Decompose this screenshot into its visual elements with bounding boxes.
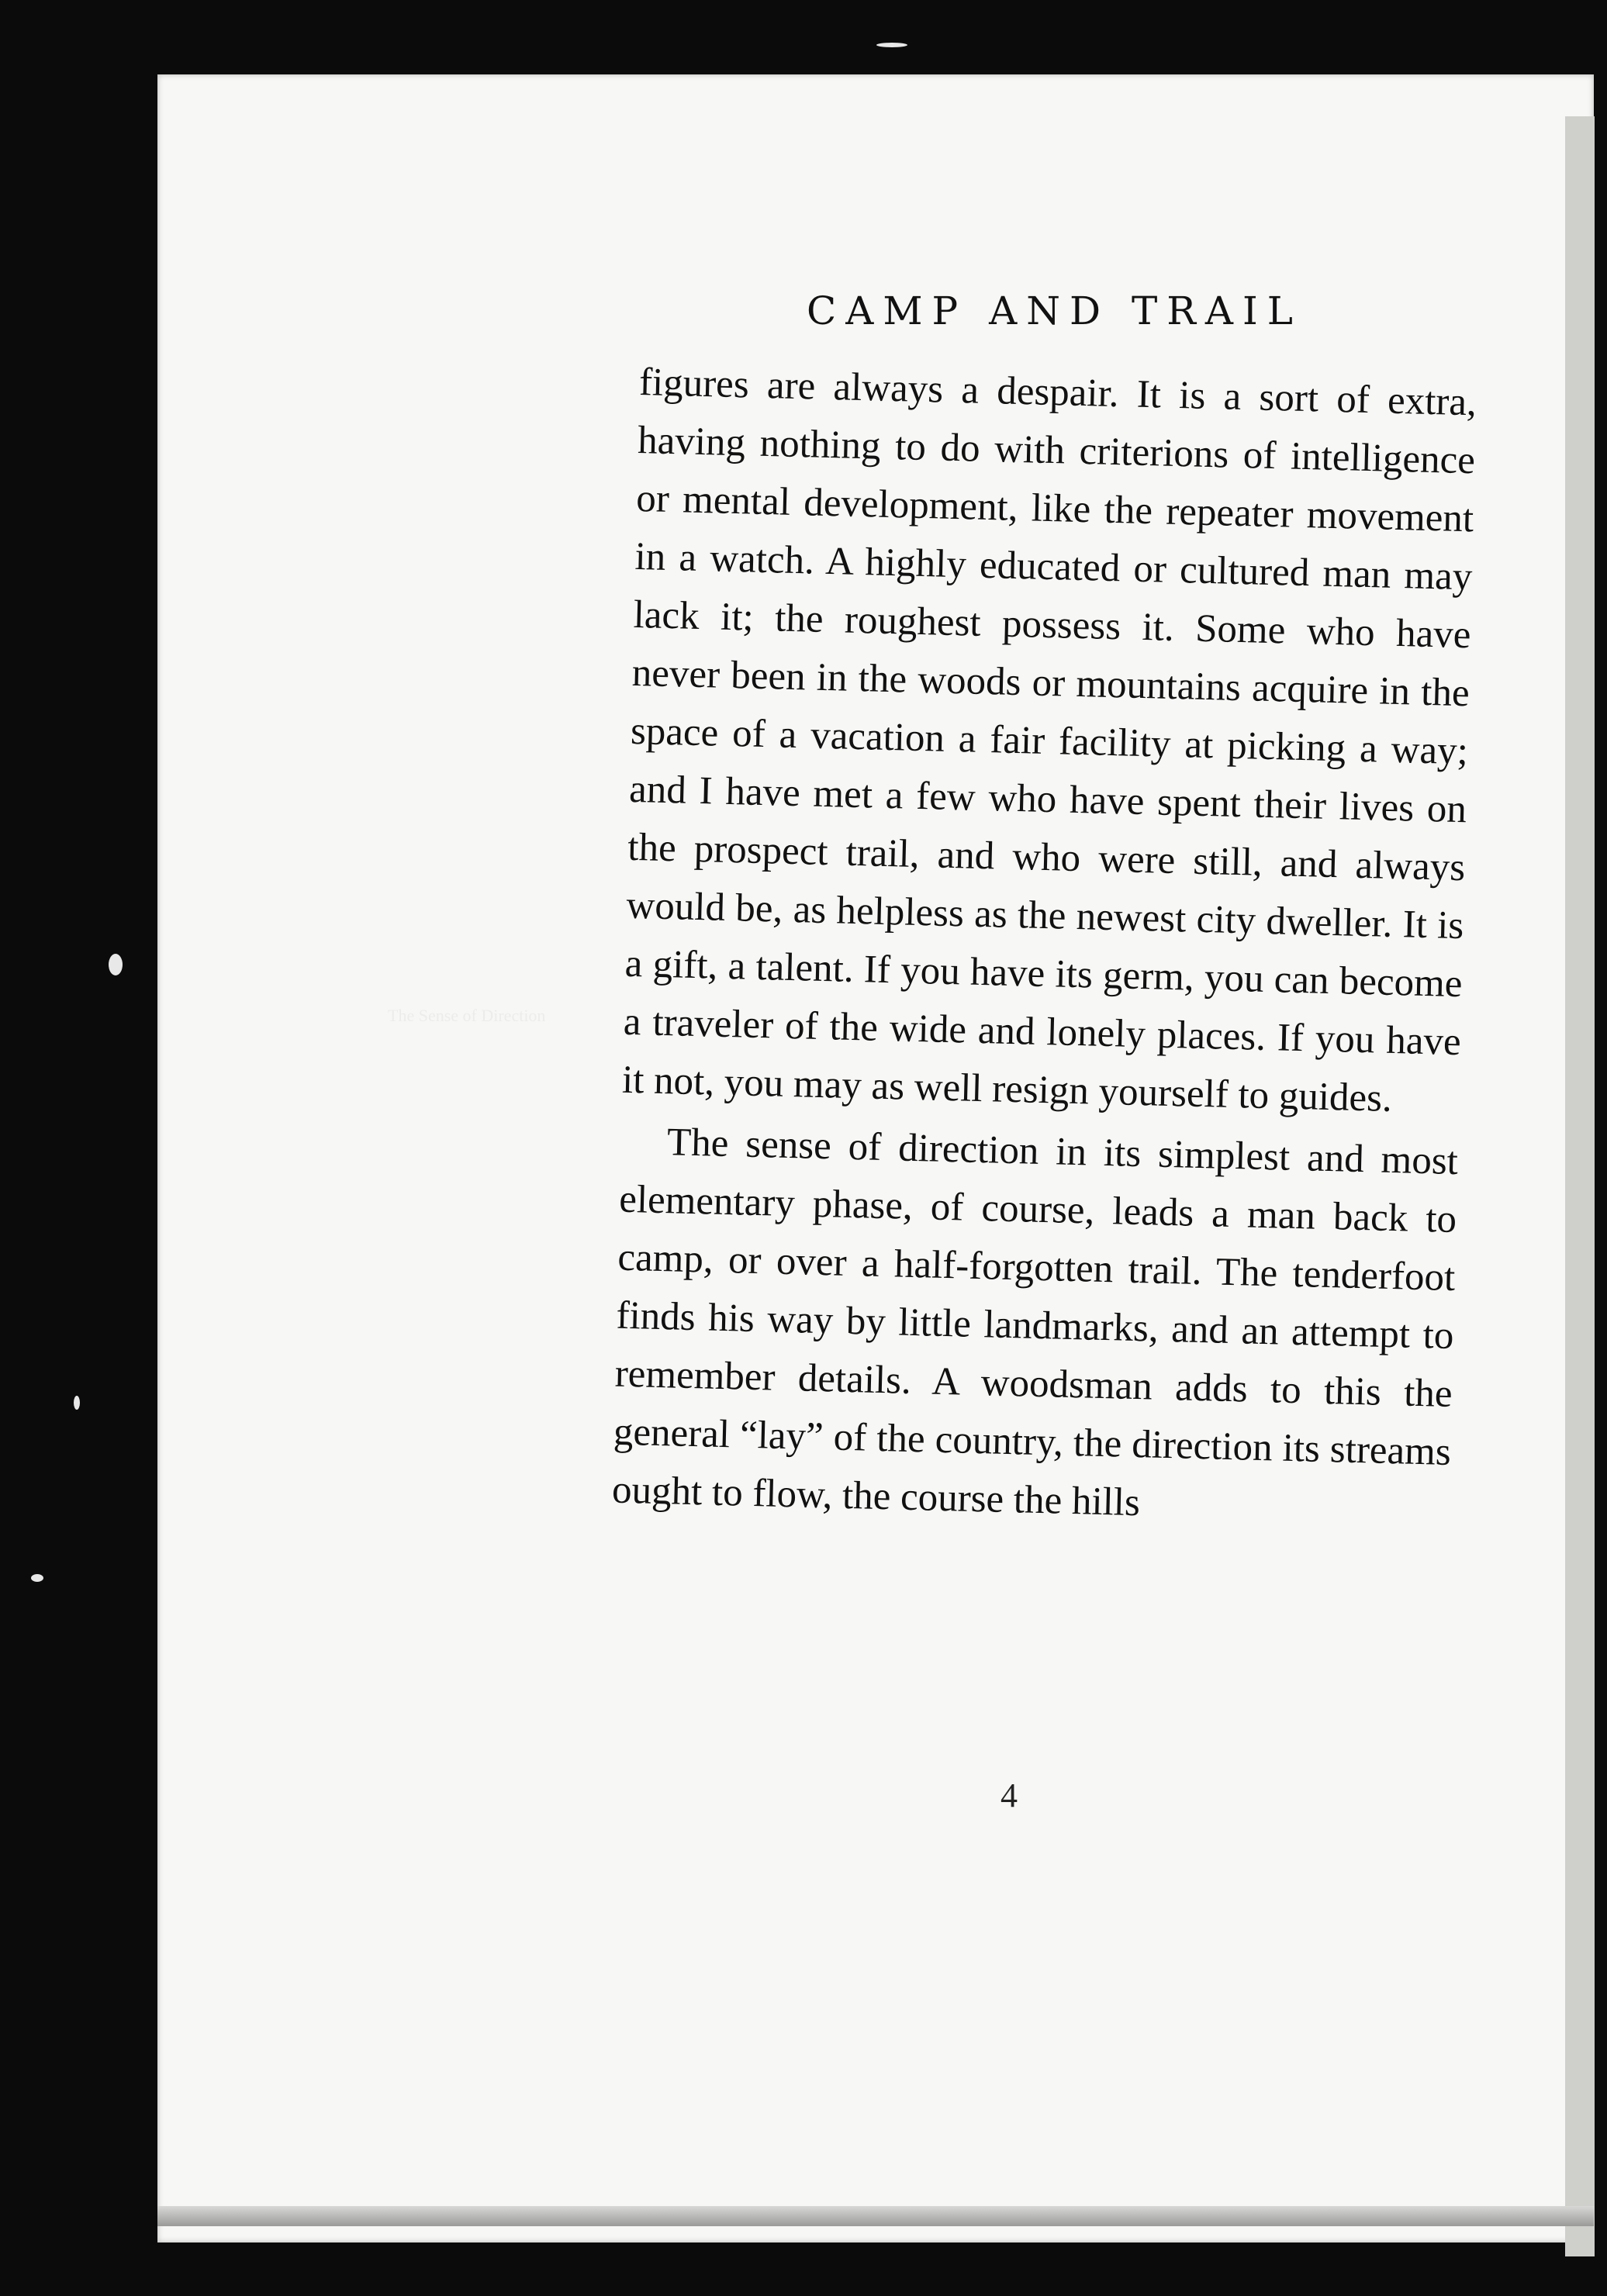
paragraph-2: The sense of direction in its simplest and most elementary phase, of course, leads a man back to camp, or over a half-forgotten trail. The tenderfoot finds his way by little landmarks, and an attempt to remember details. A woodsman adds to this the general “lay” of the country, the direction its streams ought to flow, the course the hills (611, 1120, 1459, 1525)
page-number: 4 (1000, 1776, 1018, 1814)
dust-speck (31, 1574, 43, 1582)
dust-speck (74, 1396, 80, 1410)
page-edge (1565, 116, 1595, 2256)
running-header: CAMP AND TRAIL (807, 288, 1302, 333)
dust-speck (876, 43, 907, 47)
book-page (157, 74, 1594, 2242)
page-bottom-shadow (157, 2206, 1594, 2226)
margin-note: The Sense of Direction (388, 1006, 546, 1025)
body-text (611, 354, 1477, 1540)
paragraph-1: figures are always a despair. It is a sort of extra, having nothing to do with criterions of intelligence or mental development, like the repeater movement in a watch. A highly educated or cultured man may lack it; the roughest possess it. Some who have never been in the woods or mountains acquire in the space of a vacation a fair facility at picking a way; and I have met a few who have spent their lives on the prospect trail, and who were still, and always would be, as helpless as the newest city dweller. It is a gift, a talent. If you have its germ, you can become a traveler of the wide and lonely places. If you have it not, you may as well resign yourself to guides. (621, 360, 1477, 1120)
dust-speck (109, 954, 123, 975)
